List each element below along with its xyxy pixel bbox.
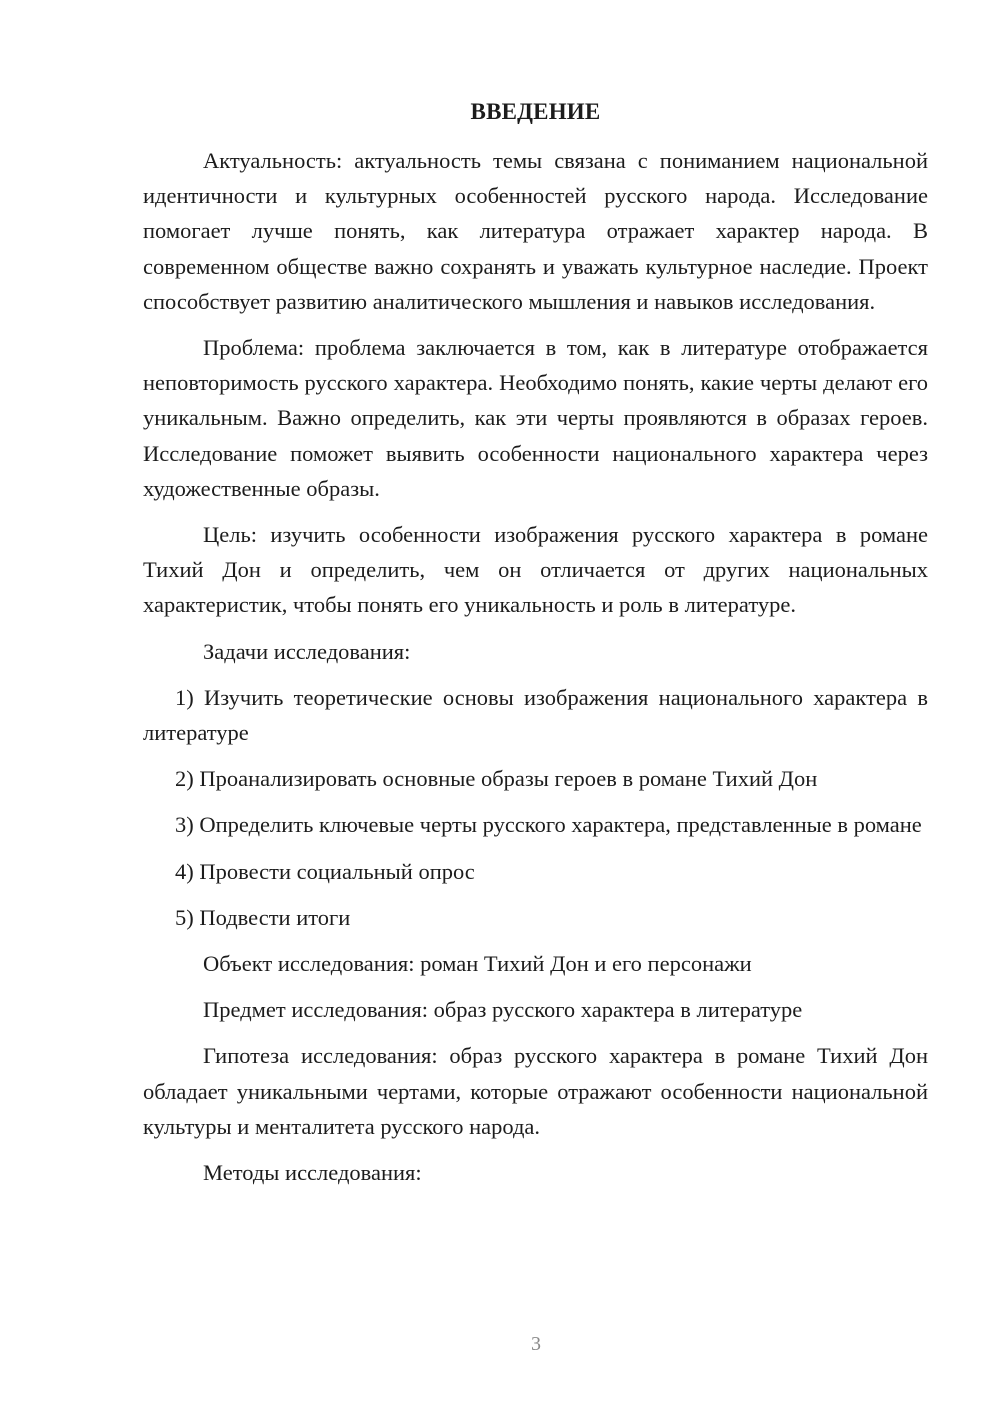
- tasks-heading: Задачи исследования:: [203, 638, 411, 664]
- section-title: ВВЕДЕНИЕ: [470, 99, 601, 124]
- paragraph-problem: Проблема: проблема заключается в том, как в литературе отображается неповторимость русского характера. Необходимо понять, какие черты делают его уникальным. Важно определить, как эти черты проявляются в образах героев. Исследование поможет выявить особенности национального характера через художественные образы.: [143, 335, 928, 501]
- page-content: [143, 94, 928, 1190]
- task-item-3: 3) Определить ключевые черты русского характера, представленные в романе: [175, 812, 922, 838]
- paragraph-relevance: Актуальность: актуальность темы связана с пониманием национальной идентичности и культурных особенностей русского народа. Исследование помогает лучше понять, как литература отражает характер народа. В современном обществе важно сохранять и уважать культурное наследие. Проект способствует развитию аналитического мышления и навыков исследования.: [143, 148, 928, 314]
- methods-heading: Методы исследования:: [203, 1160, 422, 1186]
- task-item-4: 4) Провести социальный опрос: [175, 858, 475, 884]
- task-item-2: 2) Проанализировать основные образы героев в романе Тихий Дон: [175, 766, 818, 792]
- paragraph-object: Объект исследования: роман Тихий Дон и его персонажи: [203, 951, 752, 977]
- paragraph-goal: Цель: изучить особенности изображения русского характера в романе Тихий Дон и определить, чем он отличается от других национальных характеристик, чтобы понять его уникальность и роль в литературе.: [143, 522, 928, 618]
- task-item-5: 5) Подвести итоги: [175, 904, 351, 930]
- page-number: 3: [531, 1333, 541, 1355]
- paragraph-hypothesis: Гипотеза исследования: образ русского характера в романе Тихий Дон обладает уникальными чертами, которые отражают особенности национальной культуры и менталитета русского народа.: [143, 1043, 928, 1139]
- task-item-1: 1) Изучить теоретические основы изображения национального характера в литературе: [143, 684, 928, 746]
- paragraph-subject: Предмет исследования: образ русского характера в литературе: [203, 997, 803, 1023]
